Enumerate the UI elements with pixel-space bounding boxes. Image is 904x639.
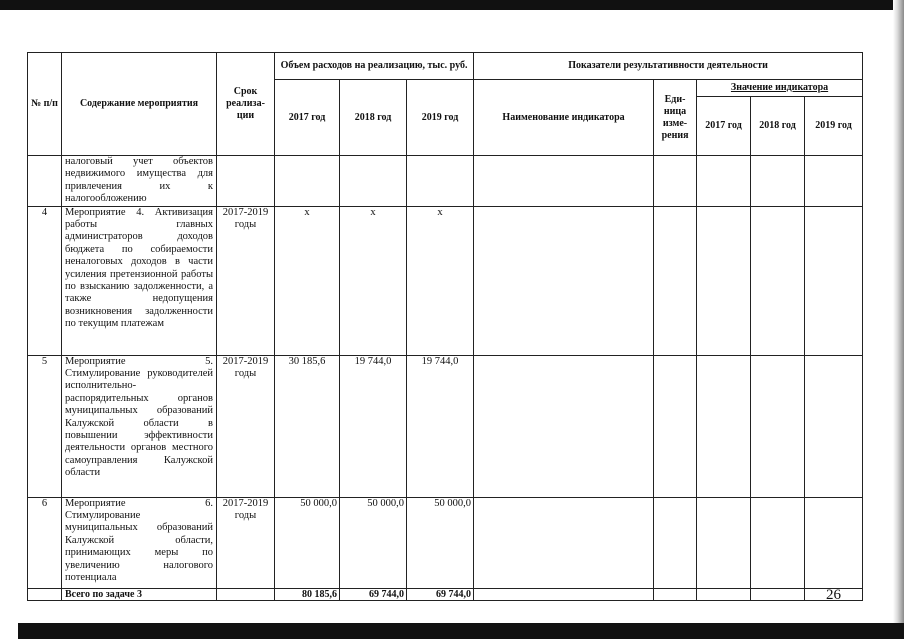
row-indicator-2018 xyxy=(751,355,805,497)
header-indicator-name: Наименование индикатора xyxy=(474,80,654,156)
total-indicator-name xyxy=(474,588,654,600)
row-indicator-2018 xyxy=(751,156,805,207)
scan-bottom-border xyxy=(18,623,904,639)
row-value-2019: x xyxy=(407,206,474,355)
total-indicator-2018 xyxy=(751,588,805,600)
header-year-2018: 2018 год xyxy=(340,80,407,156)
row-content: налоговый учет объектов недвижимого имущества для привлечения их к налогообложению xyxy=(62,156,217,207)
row-unit xyxy=(654,206,697,355)
row-unit xyxy=(654,497,697,588)
table-row xyxy=(28,497,863,588)
row-term xyxy=(217,156,275,207)
header-year-2019: 2019 год xyxy=(407,80,474,156)
total-row xyxy=(28,588,863,600)
page-number: 26 xyxy=(826,587,841,603)
row-indicator-2019 xyxy=(805,156,863,207)
header-year-2017: 2017 год xyxy=(275,80,340,156)
row-value-2019 xyxy=(407,156,474,207)
row-unit xyxy=(654,355,697,497)
row-content: Мероприятие 4. Активизация работы главных администраторов доходов бюджета по собираемости неналоговых доходов в части усиления претензионной работы по взысканию задолженности, а также недопущения возникновения задолженности по текущим платежам xyxy=(62,206,217,355)
row-value-2019: 50 000,0 xyxy=(407,497,474,588)
header-value-year-2018: 2018 год xyxy=(751,97,805,156)
scan-right-edge xyxy=(893,0,904,639)
row-indicator-name xyxy=(474,206,654,355)
row-term: 2017-2019 годы xyxy=(217,497,275,588)
row-content: Мероприятие 5. Стимулирование руководителей исполнительно-распорядительных органов муниципальных образований Калужской области в повышении эффективности деятельности органов местного самоуправления Калужской области xyxy=(62,355,217,497)
header-value-year-2017: 2017 год xyxy=(697,97,751,156)
row-indicator-name xyxy=(474,355,654,497)
header-term: Срок реализа-ции xyxy=(217,53,275,156)
scan-top-border xyxy=(0,0,904,10)
header-expenses: Объем расходов на реализацию, тыс. руб. xyxy=(275,53,474,80)
row-indicator-2019 xyxy=(805,497,863,588)
total-num xyxy=(28,588,62,600)
row-value-2018 xyxy=(340,156,407,207)
row-indicator-2018 xyxy=(751,497,805,588)
table-row xyxy=(28,206,863,355)
row-term: 2017-2019 годы xyxy=(217,206,275,355)
total-value-2019: 69 744,0 xyxy=(407,588,474,600)
row-indicator-2017 xyxy=(697,497,751,588)
header-unit: Еди-ница изме-рения xyxy=(654,80,697,156)
total-indicator-2017 xyxy=(697,588,751,600)
total-term xyxy=(217,588,275,600)
row-value-2018: x xyxy=(340,206,407,355)
header-indicator-value: Значение индикатора xyxy=(697,80,863,97)
measures-table xyxy=(27,52,863,601)
row-indicator-2018 xyxy=(751,206,805,355)
row-indicator-name xyxy=(474,156,654,207)
header-indicators: Показатели результативности деятельности xyxy=(474,53,863,80)
row-value-2017: 50 000,0 xyxy=(275,497,340,588)
header-content: Содержание мероприятия xyxy=(62,53,217,156)
row-value-2018: 19 744,0 xyxy=(340,355,407,497)
total-unit xyxy=(654,588,697,600)
header-row-top xyxy=(28,53,863,80)
row-num: 5 xyxy=(28,355,62,497)
row-value-2017: x xyxy=(275,206,340,355)
row-indicator-2019 xyxy=(805,206,863,355)
table-row xyxy=(28,355,863,497)
row-indicator-2017 xyxy=(697,206,751,355)
total-label: Всего по задаче 3 xyxy=(62,588,217,600)
header-value-year-2019: 2019 год xyxy=(805,97,863,156)
total-value-2017: 80 185,6 xyxy=(275,588,340,600)
row-value-2018: 50 000,0 xyxy=(340,497,407,588)
row-indicator-2019 xyxy=(805,355,863,497)
row-num: 4 xyxy=(28,206,62,355)
row-content: Мероприятие 6. Стимулирование муниципальных образований Калужской области, принимающих меры по увеличению налогового потенциала xyxy=(62,497,217,588)
header-num: № п/п xyxy=(28,53,62,156)
row-indicator-name xyxy=(474,497,654,588)
row-indicator-2017 xyxy=(697,156,751,207)
row-term: 2017-2019 годы xyxy=(217,355,275,497)
row-num: 6 xyxy=(28,497,62,588)
row-value-2017: 30 185,6 xyxy=(275,355,340,497)
row-indicator-2017 xyxy=(697,355,751,497)
total-value-2018: 69 744,0 xyxy=(340,588,407,600)
row-value-2019: 19 744,0 xyxy=(407,355,474,497)
row-num xyxy=(28,156,62,207)
row-value-2017 xyxy=(275,156,340,207)
row-unit xyxy=(654,156,697,207)
table-row xyxy=(28,156,863,207)
